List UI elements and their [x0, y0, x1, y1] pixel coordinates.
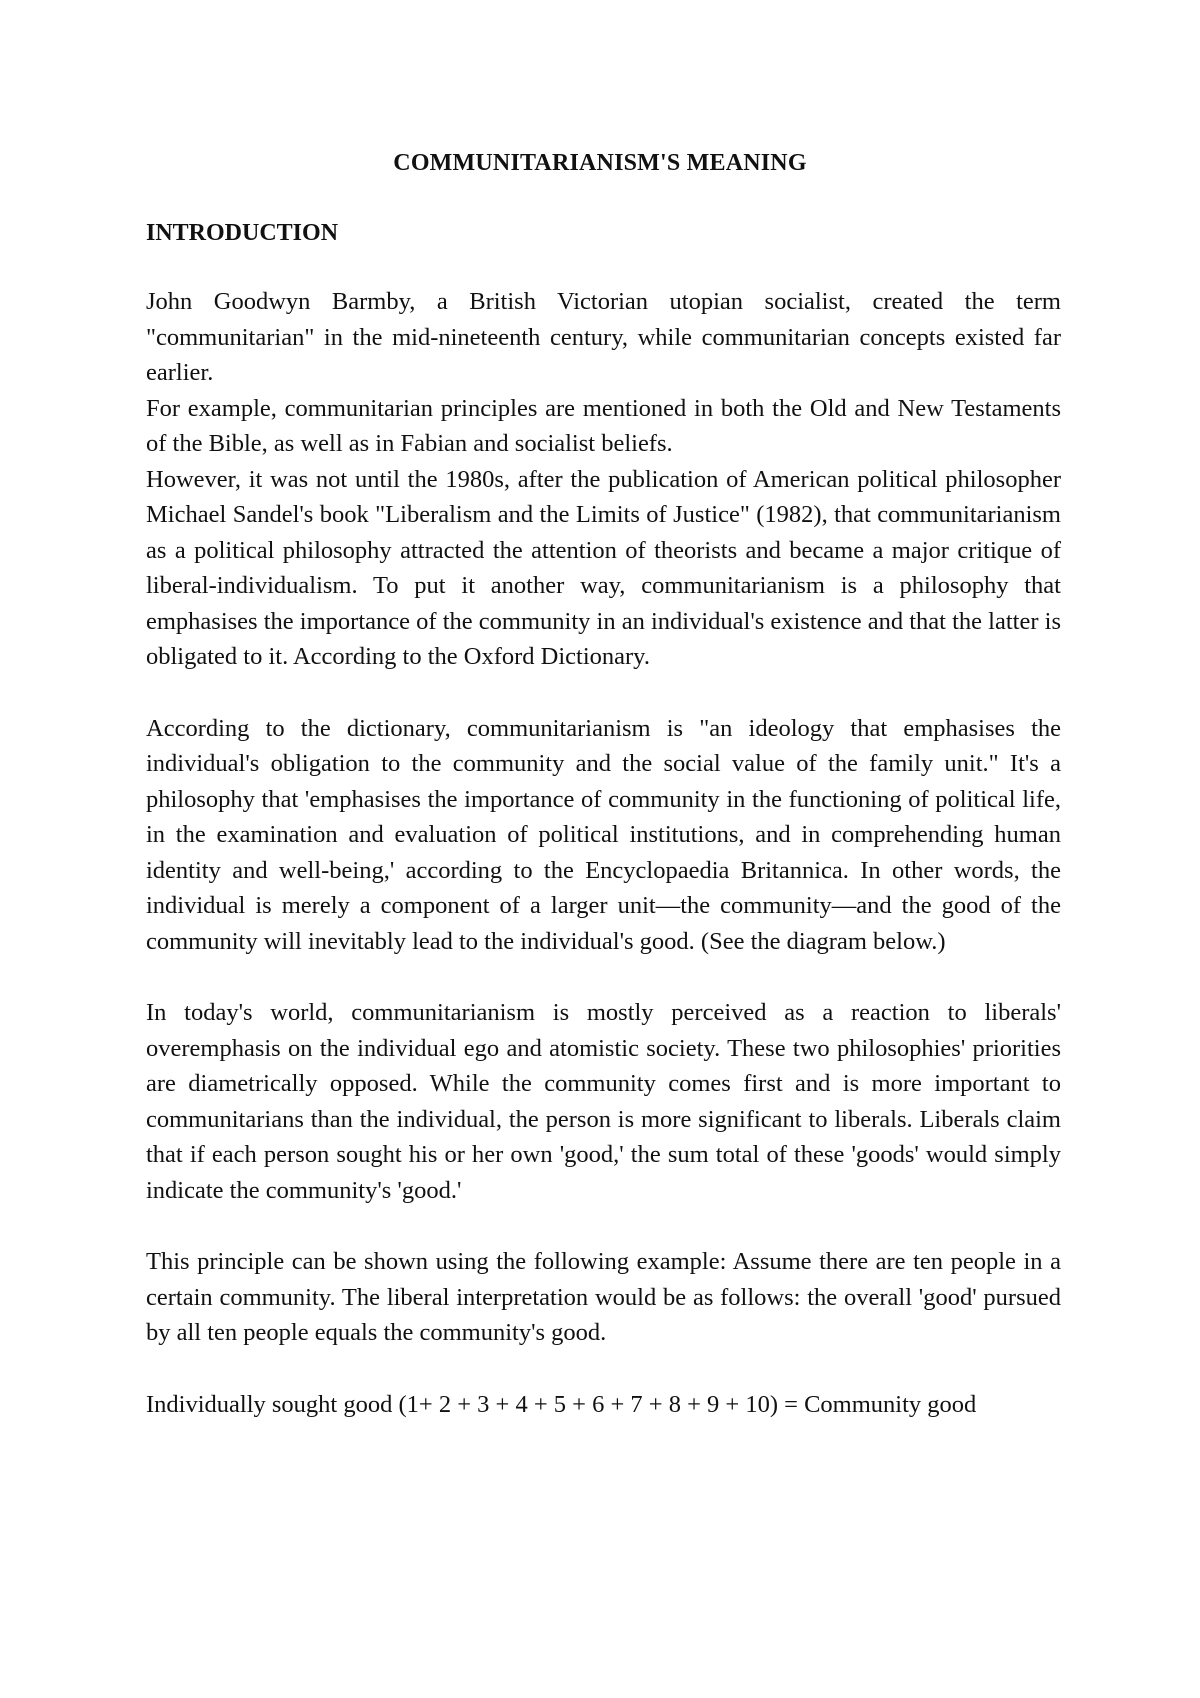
- document-title: COMMUNITARIANISM'S MEANING: [393, 150, 807, 176]
- paragraph-gap: [146, 1208, 1061, 1244]
- paragraph-barmby: John Goodwyn Barmby, a British Victorian utopian socialist, created the term "communitarian" in the mid-nineteenth century, while communitarian concepts existed far earlier.: [146, 288, 1061, 386]
- paragraph-bible: For example, communitarian principles are mentioned in both the Old and New Testaments of the Bible, as well as in Fabian and socialist beliefs.: [146, 394, 1061, 457]
- paragraph-example: This principle can be shown using the following example: Assume there are ten people in a certain community. The liberal interpretation would be as follows: the overall 'good' pursued by all ten people equals the community's good.: [146, 1248, 1061, 1346]
- paragraph-equation: Individually sought good (1+ 2 + 3 + 4 + 5 + 6 + 7 + 8 + 9 + 10) = Community good: [146, 1390, 977, 1418]
- section-heading: INTRODUCTION: [146, 220, 339, 246]
- paragraph-dictionary: According to the dictionary, communitarianism is "an ideology that emphasises the individual's obligation to the community and the social value of the family unit." It's a philosophy that 'emphasises the importance of community in the functioning of political life, in the examination and evaluation of political institutions, and in comprehending human identity and well-being,' according to the Encyclopaedia Britannica. In other words, the individual is merely a component of a larger unit—the community—and the good of the community will inevitably lead to the individual's good. (See the diagram below.): [146, 714, 1061, 955]
- document-body: [146, 284, 1061, 1422]
- paragraph-gap: [146, 675, 1061, 711]
- paragraph-gap: [146, 959, 1061, 995]
- paragraph-gap: [146, 1351, 1061, 1387]
- paragraph-today: In today's world, communitarianism is mostly perceived as a reaction to liberals' overemphasis on the individual ego and atomistic society. These two philosophies' priorities are diametrically opposed. While the community comes first and is more important to communitarians than the individual, the person is more significant to liberals. Liberals claim that if each person sought his or her own 'good,' the sum total of these 'goods' would simply indicate the community's 'good.': [146, 999, 1061, 1204]
- paragraph-sandel: However, it was not until the 1980s, after the publication of American political philosopher Michael Sandel's book "Liberalism and the Limits of Justice" (1982), that communitarianism as a political philosophy attracted the attention of theorists and became a major critique of liberal-individualism. To put it another way, communitarianism is a philosophy that emphasises the importance of the community in an individual's existence and that the latter is obligated to it. According to the Oxford Dictionary.: [146, 465, 1061, 670]
